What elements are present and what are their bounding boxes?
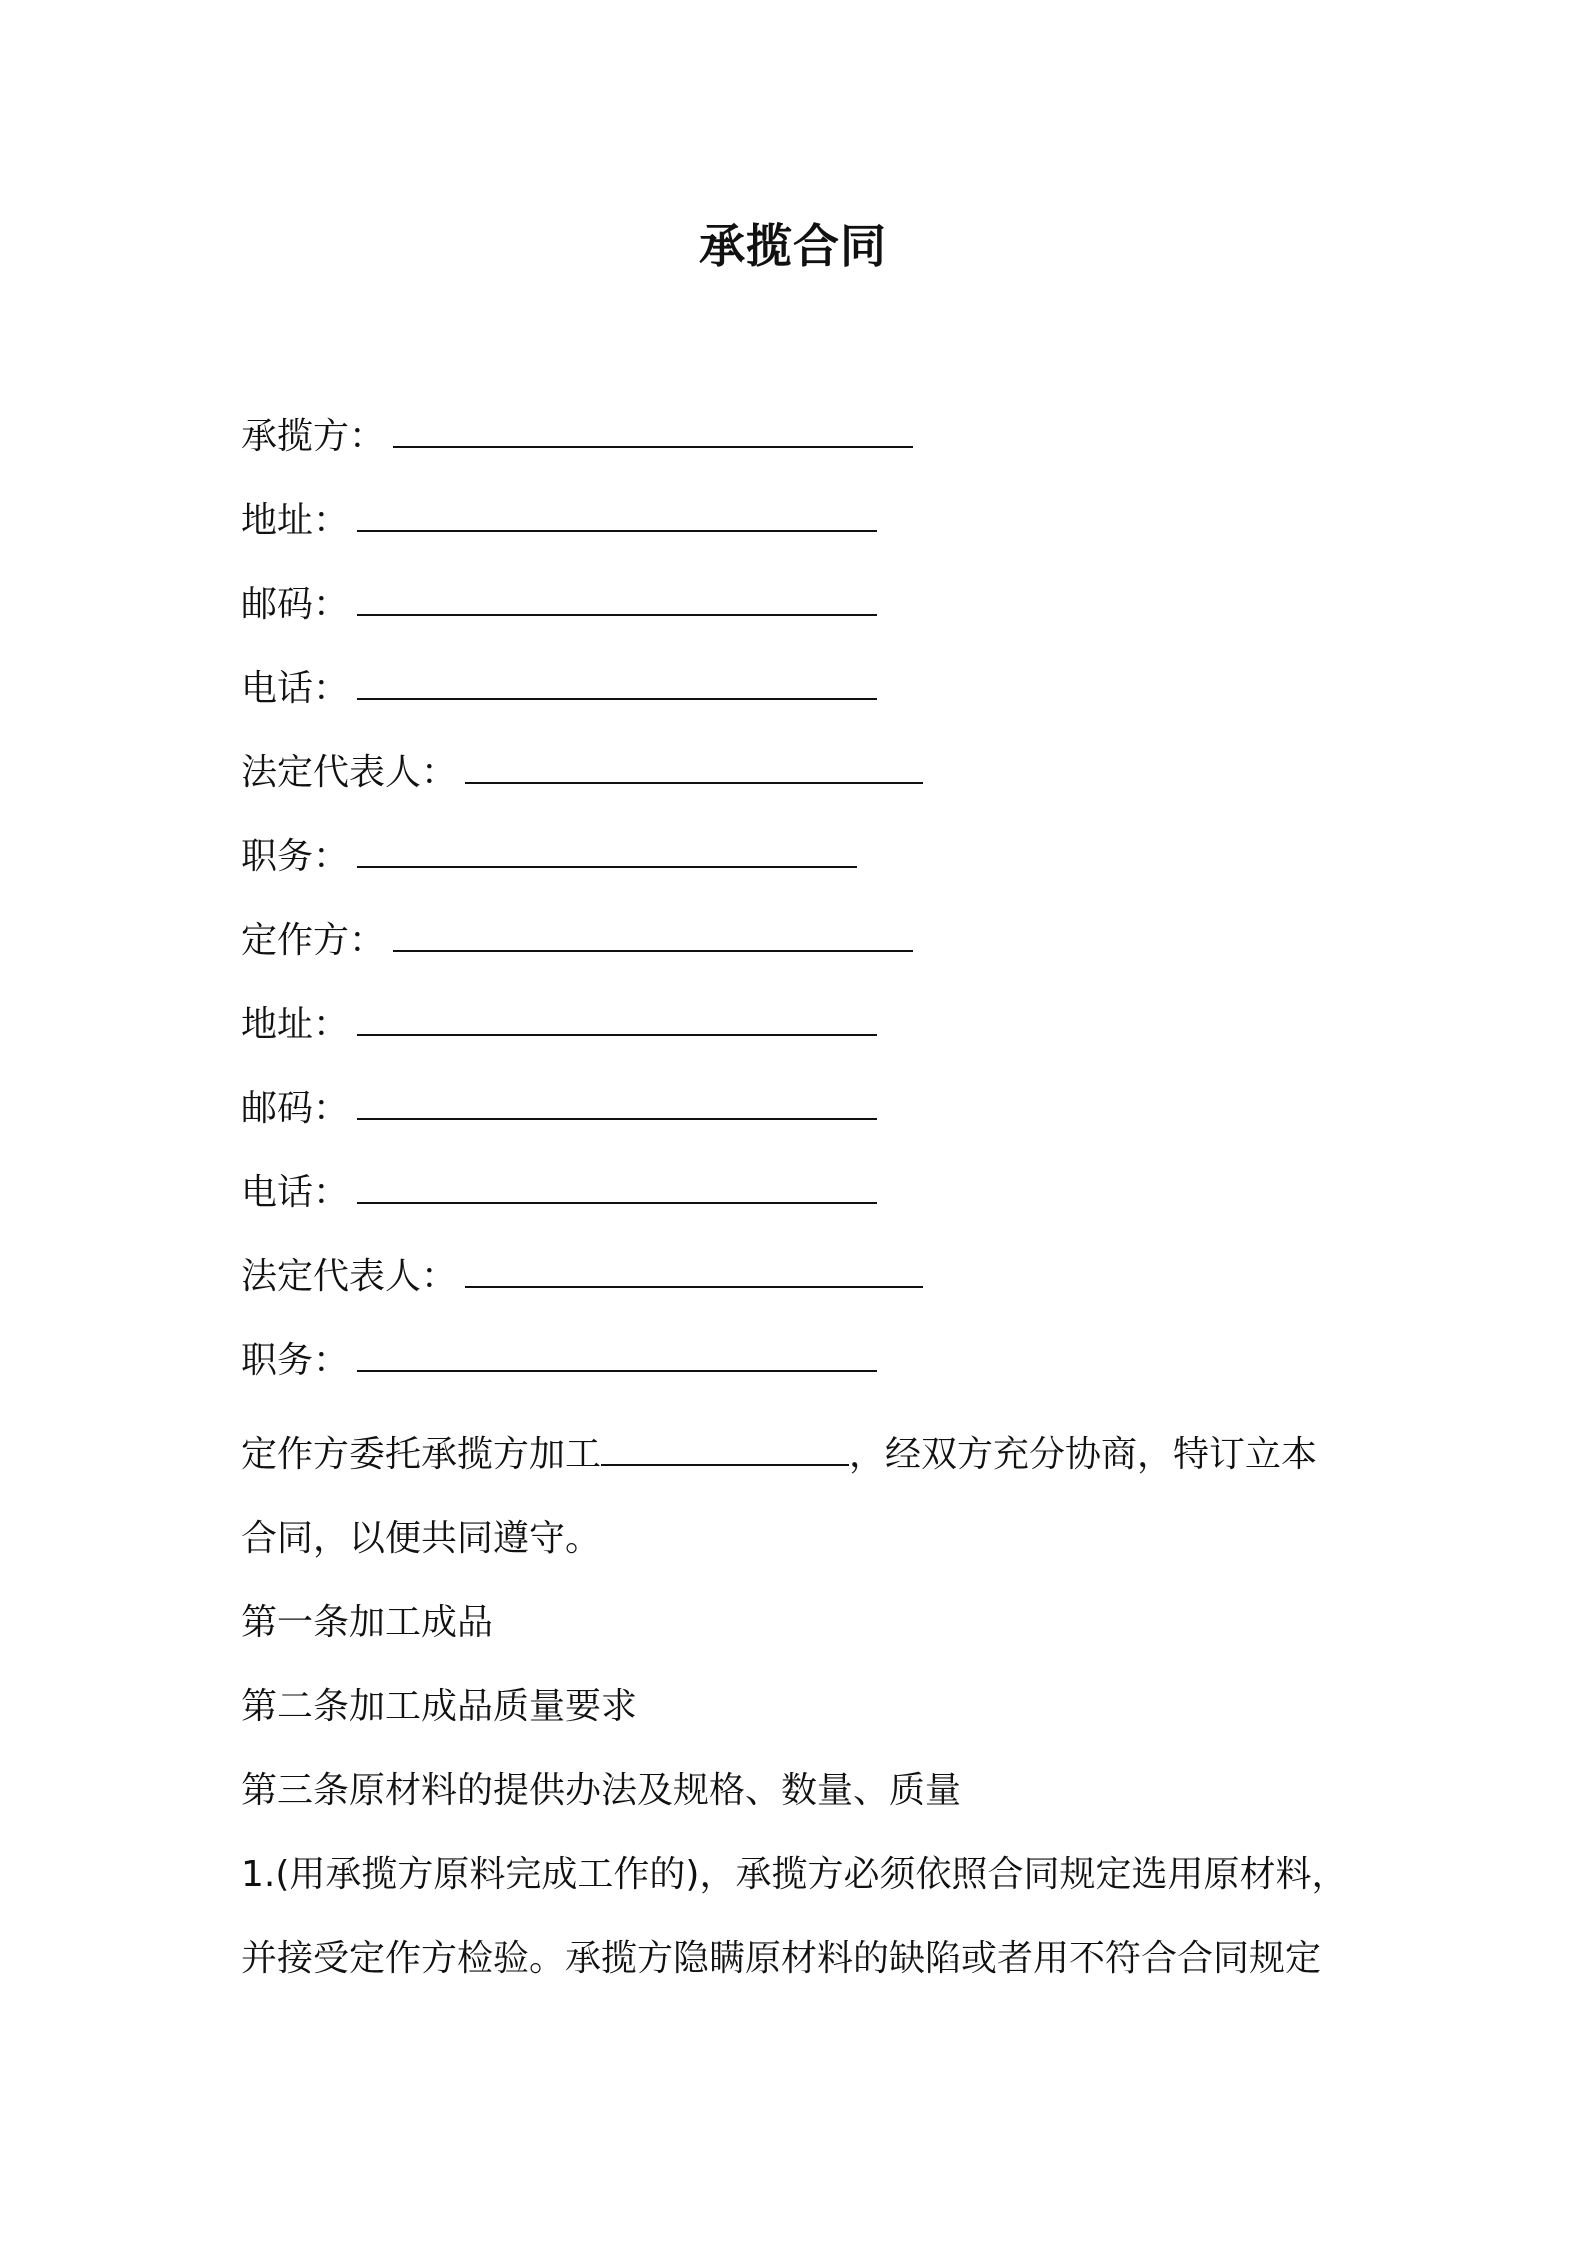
- clause-1: [241, 1833, 1361, 2001]
- fill-in-blank[interactable]: [601, 1428, 849, 1466]
- fill-in-blank[interactable]: [357, 998, 877, 1036]
- article-1: 第一条加工成品: [241, 1602, 494, 1643]
- field-contractor-position: [241, 825, 1361, 909]
- field-label: 职务：: [241, 836, 350, 877]
- clause-1-line-1: 1.(用承揽方原料完成工作的)，承揽方必须依照合同规定选用原材料，: [241, 1854, 1348, 1895]
- clause-1-line-2: 并接受定作方检验。承揽方隐瞒原材料的缺陷或者用不符合合同规定: [241, 1938, 1322, 1979]
- fill-in-blank[interactable]: [357, 1166, 877, 1204]
- field-label: 邮码：: [241, 1088, 350, 1129]
- fill-in-blank[interactable]: [357, 494, 877, 532]
- field-client-address: [241, 993, 1361, 1077]
- fill-in-blank[interactable]: [357, 1334, 877, 1372]
- document-title: 承揽合同: [699, 219, 887, 273]
- fill-in-blank[interactable]: [357, 662, 877, 700]
- fill-in-blank[interactable]: [357, 578, 877, 616]
- field-contractor-phone: [241, 657, 1361, 741]
- document-body: [241, 405, 1361, 2001]
- field-client-position: [241, 1329, 1361, 1413]
- field-label: 邮码：: [241, 584, 350, 625]
- field-label: 地址：: [241, 500, 350, 541]
- field-client-phone: [241, 1161, 1361, 1245]
- intro-paragraph: [241, 1413, 1361, 1581]
- intro-text-b: ，经双方充分协商，特订立本: [849, 1434, 1318, 1475]
- field-client-legal-rep: [241, 1245, 1361, 1329]
- fill-in-blank[interactable]: [465, 746, 923, 784]
- field-client: [241, 909, 1361, 993]
- fill-in-blank[interactable]: [357, 830, 857, 868]
- fill-in-blank[interactable]: [393, 410, 913, 448]
- field-label: 电话：: [241, 668, 350, 709]
- intro-text-a: 定作方委托承揽方加工: [241, 1434, 602, 1475]
- field-label: 法定代表人：: [241, 752, 458, 793]
- field-contractor: [241, 405, 1361, 489]
- field-contractor-address: [241, 489, 1361, 573]
- field-label: 法定代表人：: [241, 1256, 458, 1297]
- field-client-postcode: [241, 1077, 1361, 1161]
- fill-in-blank[interactable]: [393, 914, 913, 952]
- article-2: 第二条加工成品质量要求: [241, 1686, 638, 1727]
- field-contractor-postcode: [241, 573, 1361, 657]
- intro-line-2: 合同，以便共同遵守。: [241, 1518, 602, 1559]
- fill-in-blank[interactable]: [465, 1250, 923, 1288]
- field-label: 地址：: [241, 1004, 350, 1045]
- field-contractor-legal-rep: [241, 741, 1361, 825]
- field-label: 职务：: [241, 1340, 350, 1381]
- article-3: 第三条原材料的提供办法及规格、数量、质量: [241, 1770, 962, 1811]
- field-label: 承揽方：: [241, 416, 386, 457]
- field-label: 定作方：: [241, 920, 386, 961]
- intro-line-1: [241, 1413, 1361, 1497]
- field-label: 电话：: [241, 1172, 350, 1213]
- fill-in-blank[interactable]: [357, 1082, 877, 1120]
